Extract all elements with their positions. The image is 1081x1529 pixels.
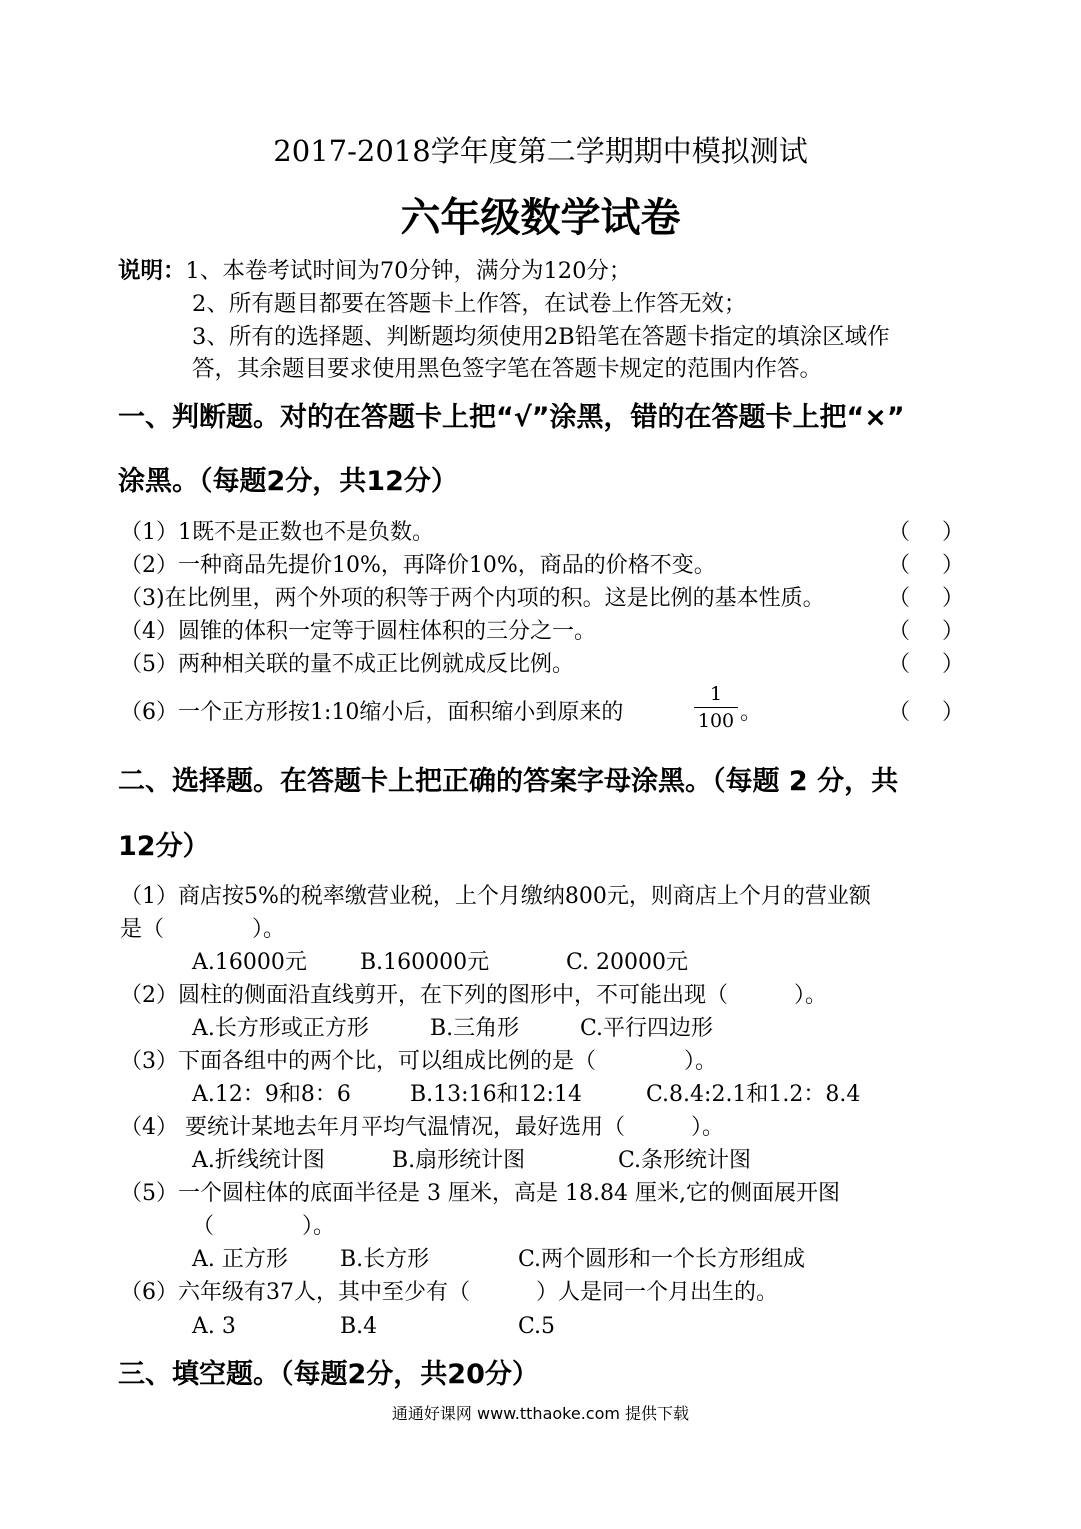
notes-line-1 [118, 255, 631, 287]
answer-paren-4: （ ） [888, 619, 964, 644]
judge-question-5: （5）两种相关联的量不成正比例就成反比例。 [120, 652, 574, 677]
choice-question-4: （4） 要统计某地去年月平均气温情况，最好选用（ ）。 [120, 1115, 724, 1140]
notes-item-3b: 答，其余题目要求使用黑色签字笔在答题卡规定的范围内作答。 [192, 356, 823, 382]
notes-item-3a: 3、所有的选择题、判断题均须使用2B铅笔在答题卡指定的填涂区域作 [192, 324, 890, 350]
judge-question-4: （4）圆锥的体积一定等于圆柱体积的三分之一。 [120, 619, 596, 644]
notes-label: 说明： [118, 258, 186, 284]
section3-title: 三、填空题。（每题2分，共20分） [118, 1359, 539, 1390]
section1-title-line1: 一、判断题。对的在答题卡上把“√”涂黑，错的在答题卡上把“×” [118, 402, 905, 433]
judge-question-6: （6）一个正方形按1:10缩小后，面积缩小到原来的 [120, 700, 624, 725]
notes-item-1: 1、本卷考试时间为70分钟，满分为120分； [185, 258, 632, 284]
exam-paper-title: 六年级数学试卷 [400, 195, 681, 241]
choice-question-5b: （ ）。 [192, 1214, 336, 1239]
choice-question-2: （2）圆柱的侧面沿直线剪开，在下列的图形中，不可能出现（ ）。 [120, 983, 827, 1008]
q2-option-c: C.平行四边形 [580, 1016, 714, 1041]
q3-option-b: B.13:16和12:14 [410, 1082, 582, 1107]
q4-option-c: C.条形统计图 [618, 1148, 752, 1173]
notes-item-2: 2、所有题目都要在答题卡上作答，在试卷上作答无效； [192, 291, 747, 317]
q1-option-b: B.160000元 [360, 950, 490, 975]
q4-option-b: B.扇形统计图 [392, 1148, 526, 1173]
answer-paren-3: （ ） [888, 586, 964, 611]
section1-title-line2: 涂黑。（每题2分，共12分） [118, 466, 458, 497]
q5-option-a: A. 正方形 [192, 1247, 288, 1272]
q4-option-a: A.折线统计图 [192, 1148, 325, 1173]
footer-source: 通通好课网 www.tthaoke.com 提供下载 [391, 1404, 690, 1423]
choice-question-1a: （1）商店按5%的税率缴营业税，上个月缴纳800元，则商店上个月的营业额 [120, 884, 871, 909]
choice-question-1b: 是（ ）。 [120, 917, 286, 942]
q2-option-b: B.三角形 [430, 1016, 520, 1041]
q6-option-b: B.4 [340, 1314, 378, 1339]
choice-question-6: （6）六年级有37人，其中至少有（ ）人是同一个月出生的。 [120, 1280, 778, 1305]
judge-question-1: （1）1既不是正数也不是负数。 [120, 520, 434, 545]
q5-option-b: B.长方形 [340, 1247, 430, 1272]
answer-paren-1: （ ） [888, 520, 964, 545]
q6-option-c: C.5 [518, 1314, 556, 1339]
answer-paren-6: （ ） [888, 700, 964, 725]
judge-question-2: （2）一种商品先提价10%，再降价10%，商品的价格不变。 [120, 553, 716, 578]
choice-question-3: （3）下面各组中的两个比，可以组成比例的是（ ）。 [120, 1049, 717, 1074]
fraction-numerator: 1 [694, 683, 738, 708]
section2-title-line2: 12分） [118, 831, 210, 862]
section2-title-line1: 二、选择题。在答题卡上把正确的答案字母涂黑。（每题 2 分，共 [118, 766, 899, 797]
q6-option-a: A. 3 [192, 1314, 236, 1339]
q3-option-c: C.8.4:2.1和1.2：8.4 [646, 1082, 861, 1107]
answer-paren-2: （ ） [888, 553, 964, 578]
fraction-denominator: 100 [697, 710, 735, 732]
q1-option-a: A.16000元 [192, 950, 307, 975]
judge-question-6-end: 。 [740, 700, 763, 725]
choice-question-5a: （5）一个圆柱体的底面半径是 3 厘米，高是 18.84 厘米,它的侧面展开图 [120, 1181, 840, 1206]
exam-period-title: 2017-2018学年度第二学期期中模拟测试 [273, 134, 808, 168]
fraction-one-hundredth [694, 683, 738, 732]
q5-option-c: C.两个圆形和一个长方形组成 [518, 1247, 806, 1272]
answer-paren-5: （ ） [888, 652, 964, 677]
q3-option-a: A.12：9和8：6 [192, 1082, 351, 1107]
judge-question-3: （3)在比例里，两个外项的积等于两个内项的积。这是比例的基本性质。 [120, 586, 825, 611]
q2-option-a: A.长方形或正方形 [192, 1016, 369, 1041]
q1-option-c: C. 20000元 [566, 950, 689, 975]
